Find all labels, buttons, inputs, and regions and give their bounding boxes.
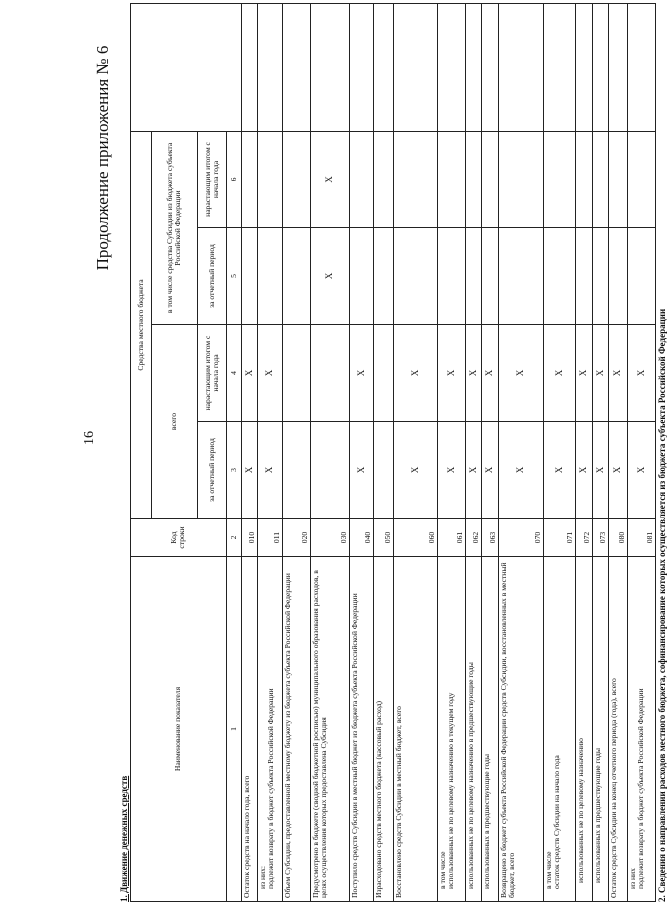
cell-empty xyxy=(258,3,283,131)
cell-period-subsidy xyxy=(465,228,482,325)
cell-period-subsidy xyxy=(592,228,609,325)
header-local-budget: Средства местного бюджета xyxy=(131,131,152,518)
cell-cumulative-subsidy xyxy=(283,131,311,227)
cell-period-total: X xyxy=(592,422,609,519)
section1-title: 1. Движение денежных средств xyxy=(119,775,129,902)
cell-period-subsidy xyxy=(283,228,311,325)
row-name: использованных не по целевому назначению xyxy=(576,557,593,902)
table-row xyxy=(627,3,655,901)
cell-cumulative-total: X xyxy=(241,325,258,422)
colnum-2: 2 xyxy=(226,519,241,557)
cell-cumulative-total: X xyxy=(482,325,499,422)
section2-title: 2. Сведения о направлении расходов местного бюджета, софинансирование которых осуществляется из бюджета субъекта Российской Федерации xyxy=(657,308,667,902)
cell-period-subsidy xyxy=(609,228,628,325)
row-code: 060 xyxy=(393,519,437,557)
row-name: Остаток средств Субсидии на конец отчетного периода (года), всего xyxy=(609,557,628,902)
cell-empty xyxy=(465,3,482,131)
cell-cumulative-subsidy xyxy=(393,131,437,227)
table-row xyxy=(437,3,465,901)
row-name: Израсходовано средств местного бюджета (кассовый расход) xyxy=(373,557,393,902)
header-cumulative-subsidy: нарастающим итогом с начала года xyxy=(197,131,226,227)
cell-period-subsidy xyxy=(437,228,465,325)
header-period-subsidy: за отчетный период xyxy=(197,228,226,325)
cell-cumulative-total: X xyxy=(498,325,543,422)
row-name: Объем Субсидии, предоставленной местному бюджету из бюджета субъекта Российской Федерации xyxy=(283,557,311,902)
row-code: 030 xyxy=(311,519,350,557)
cell-period-subsidy xyxy=(349,228,373,325)
cell-cumulative-subsidy xyxy=(576,131,593,227)
cell-period-total: X xyxy=(393,422,437,519)
row-name: из них подлежит возврату в бюджет субъекта Российской Федерации xyxy=(627,557,655,902)
table-row xyxy=(241,3,258,901)
header-total: всего xyxy=(152,325,197,519)
cell-cumulative-total: X xyxy=(437,325,465,422)
cell-cumulative-total: X xyxy=(544,325,576,422)
cell-period-total xyxy=(311,422,350,519)
row-name: Восстановлено средств Субсидии в местный бюджет, всего xyxy=(393,557,437,902)
table-row xyxy=(258,3,283,901)
cell-period-total: X xyxy=(609,422,628,519)
cell-period-total xyxy=(373,422,393,519)
cell-period-subsidy xyxy=(393,228,437,325)
table-row xyxy=(311,3,350,901)
row-code: 080 xyxy=(609,519,628,557)
cell-cumulative-total: X xyxy=(576,325,593,422)
colnum-1: 1 xyxy=(226,557,241,902)
row-name: использованных в предшествующие годы xyxy=(482,557,499,902)
cell-cumulative-total: X xyxy=(465,325,482,422)
cell-empty xyxy=(498,3,543,131)
header-cumulative: нарастающим итогом с начала года xyxy=(197,325,226,422)
cell-empty xyxy=(393,3,437,131)
header-name: Наименование показателя xyxy=(131,557,227,902)
cell-period-subsidy xyxy=(241,228,258,325)
cell-period-total: X xyxy=(576,422,593,519)
cell-cumulative-subsidy xyxy=(373,131,393,227)
row-name: Поступило средств Субсидии в местный бюджет из бюджета субъекта Российской Федерации xyxy=(349,557,373,902)
row-name: Остаток средств на начало года, всего xyxy=(241,557,258,902)
row-code: 011 xyxy=(258,519,283,557)
table-row xyxy=(373,3,393,901)
table-row xyxy=(393,3,437,901)
cell-empty xyxy=(592,3,609,131)
cell-cumulative-subsidy xyxy=(349,131,373,227)
row-name: использованных не по целевому назначению в предшествующие годы xyxy=(465,557,482,902)
cell-empty xyxy=(311,3,350,131)
colnum-5: 5 xyxy=(226,228,241,325)
row-code: 081 xyxy=(627,519,655,557)
row-code: 071 xyxy=(544,519,576,557)
cell-period-total: X xyxy=(627,422,655,519)
appendix-title: Продолжение приложения № 6 xyxy=(93,45,112,271)
cell-cumulative-total xyxy=(311,325,350,422)
colnum-3: 3 xyxy=(226,422,241,519)
row-code: 062 xyxy=(465,519,482,557)
row-name: Возвращено в бюджет субъекта Российской Федерации средств Субсидии, восстановленных в местный бюджет, всего xyxy=(498,557,543,902)
table-row xyxy=(544,3,576,901)
cell-cumulative-subsidy xyxy=(592,131,609,227)
cell-period-subsidy xyxy=(576,228,593,325)
cash-flow-table xyxy=(130,3,656,902)
cell-cumulative-subsidy xyxy=(241,131,258,227)
table-row xyxy=(349,3,373,901)
row-name: использованных в предшествующие годы xyxy=(592,557,609,902)
row-name: в том числе остаток средств Субсидии на начало года xyxy=(544,557,576,902)
cell-empty xyxy=(241,3,258,131)
cell-empty xyxy=(349,3,373,131)
row-name: Предусмотрено в бюджете (сводной бюджетной росписью) муниципального образования расходов, в целях осуществления которых предоставлена Субсидия xyxy=(311,557,350,902)
row-code: 070 xyxy=(498,519,543,557)
cell-cumulative-total: X xyxy=(609,325,628,422)
row-code: 050 xyxy=(373,519,393,557)
cell-cumulative-subsidy xyxy=(482,131,499,227)
row-code: 072 xyxy=(576,519,593,557)
colnum-4: 4 xyxy=(226,325,241,422)
cell-cumulative-total: X xyxy=(349,325,373,422)
cell-period-total: X xyxy=(465,422,482,519)
row-name: в том числе использованных не по целевому назначению в текущем году xyxy=(437,557,465,902)
cell-period-total: X xyxy=(437,422,465,519)
row-name: из них: подлежит возврату в бюджет субъекта Российской Федерации xyxy=(258,557,283,902)
row-code: 061 xyxy=(437,519,465,557)
table-row xyxy=(498,3,543,901)
cell-period-total: X xyxy=(482,422,499,519)
cell-cumulative-total: X xyxy=(258,325,283,422)
cell-period-subsidy xyxy=(498,228,543,325)
cell-period-total: X xyxy=(241,422,258,519)
cell-period-total: X xyxy=(258,422,283,519)
row-code: 063 xyxy=(482,519,499,557)
cell-empty xyxy=(576,3,593,131)
table-row xyxy=(592,3,609,901)
table-row xyxy=(283,3,311,901)
cell-cumulative-subsidy xyxy=(627,131,655,227)
rotated-form xyxy=(117,4,672,902)
cell-cumulative-total xyxy=(283,325,311,422)
table-row xyxy=(609,3,628,901)
cell-empty xyxy=(373,3,393,131)
cell-empty xyxy=(437,3,465,131)
cell-period-total: X xyxy=(544,422,576,519)
table-row xyxy=(576,3,593,901)
cell-period-subsidy xyxy=(627,228,655,325)
cell-empty xyxy=(609,3,628,131)
header-incl-subsidy: в том числе средства Субсидии из бюджета субъекта Российской Федерации xyxy=(152,131,197,324)
cell-cumulative-subsidy xyxy=(609,131,628,227)
cell-empty xyxy=(627,3,655,131)
cell-period-total: X xyxy=(349,422,373,519)
cell-cumulative-subsidy xyxy=(544,131,576,227)
cell-cumulative-total xyxy=(373,325,393,422)
cell-cumulative-subsidy xyxy=(465,131,482,227)
cell-empty xyxy=(544,3,576,131)
cell-cumulative-total: X xyxy=(592,325,609,422)
cell-cumulative-subsidy xyxy=(498,131,543,227)
cell-cumulative-total: X xyxy=(393,325,437,422)
page-number: 16 xyxy=(82,431,97,445)
table-row xyxy=(465,3,482,901)
cell-empty xyxy=(482,3,499,131)
row-code: 073 xyxy=(592,519,609,557)
row-code: 040 xyxy=(349,519,373,557)
cell-cumulative-subsidy: X xyxy=(311,131,350,227)
cell-empty xyxy=(283,3,311,131)
header-empty xyxy=(131,3,242,131)
cell-cumulative-subsidy xyxy=(258,131,283,227)
cell-period-subsidy xyxy=(373,228,393,325)
cell-period-total xyxy=(283,422,311,519)
cell-period-subsidy xyxy=(544,228,576,325)
cell-period-subsidy: X xyxy=(311,228,350,325)
header-period: за отчетный период xyxy=(197,422,226,519)
header-code: Код строки xyxy=(131,519,227,557)
cell-period-subsidy xyxy=(482,228,499,325)
data-rows xyxy=(241,3,655,901)
cell-period-total: X xyxy=(498,422,543,519)
cell-period-subsidy xyxy=(258,228,283,325)
row-code: 010 xyxy=(241,519,258,557)
table-row xyxy=(482,3,499,901)
cell-cumulative-subsidy xyxy=(437,131,465,227)
column-numbers-row xyxy=(226,3,241,901)
colnum-6: 6 xyxy=(226,131,241,227)
cell-cumulative-total: X xyxy=(627,325,655,422)
header-row-1 xyxy=(131,3,152,901)
row-code: 020 xyxy=(283,519,311,557)
